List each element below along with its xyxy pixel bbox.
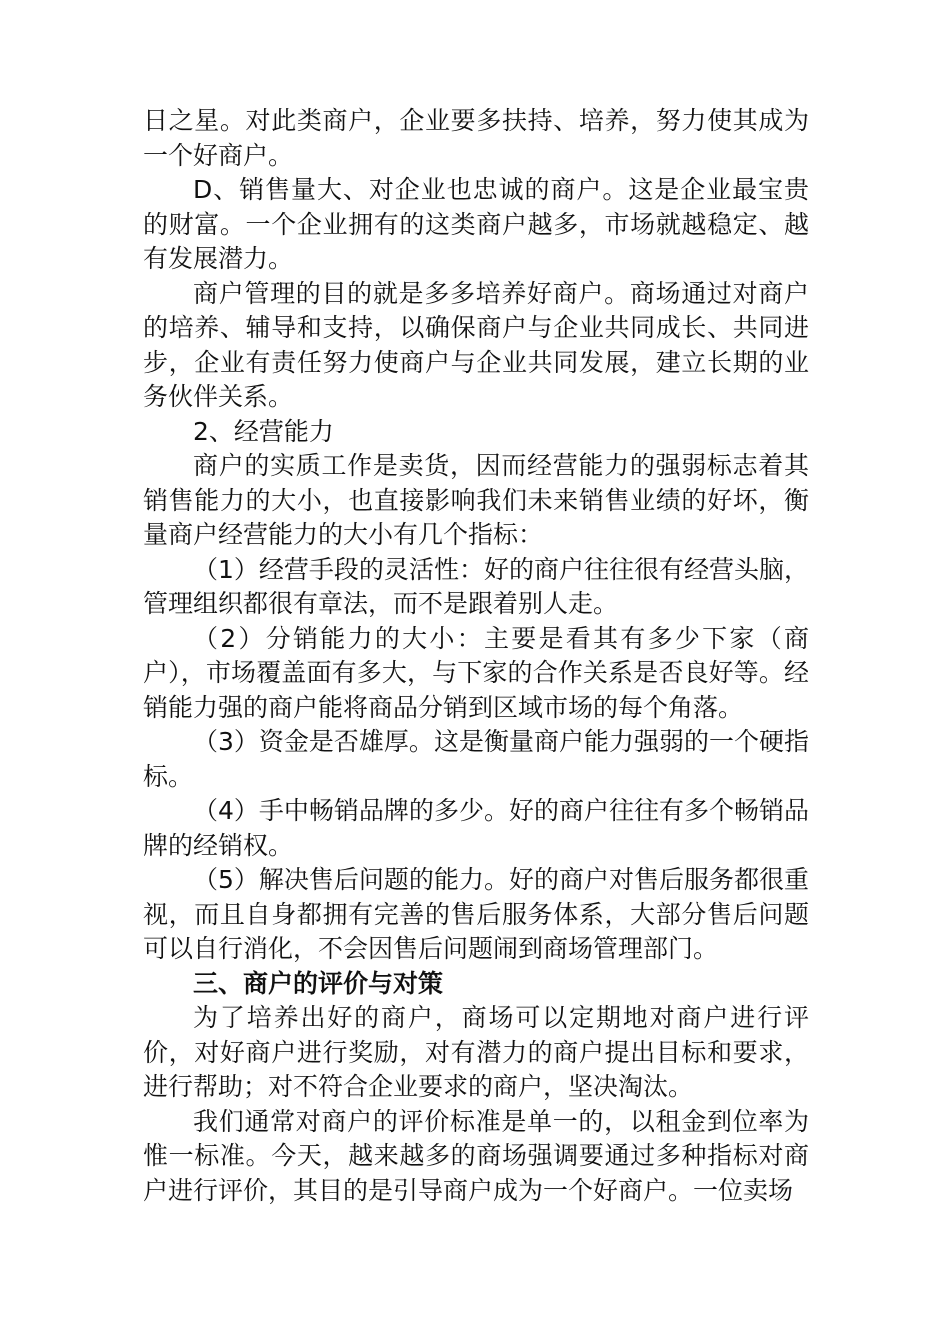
list-item-4: （4）手中畅销品牌的多少。好的商户往往有多个畅销品牌的经销权。: [143, 796, 809, 860]
paragraph-1: 日之星。对此类商户，企业要多扶持、培养，努力使其成为一个好商户。: [143, 106, 809, 170]
list-item-5: （5）解决售后问题的能力。好的商户对售后服务都很重视，而且自身都拥有完善的售后服务体系，大部分售后问题可以自行消化，不会因售后问题闹到商场管理部门。: [143, 865, 809, 963]
paragraph-3: 商户管理的目的就是多多培养好商户。商场通过对商户的培养、辅导和支持，以确保商户与企业共同成长、共同进步，企业有责任努力使商户与企业共同发展，建立长期的业务伙伴关系。: [143, 278, 809, 411]
paragraph-5: 商户的实质工作是卖货，因而经营能力的强弱标志着其销售能力的大小，也直接影响我们未来销售业绩的好坏，衡量商户经营能力的大小有几个指标：: [143, 451, 809, 549]
paragraph-12: 为了培养出好的商户，商场可以定期地对商户进行评价，对好商户进行奖励，对有潜力的商户提出目标和要求，进行帮助；对不符合企业要求的商户，坚决淘汰。: [143, 1003, 809, 1101]
paragraph-2: D、销售量大、对企业也忠诚的商户。这是企业最宝贵的财富。一个企业拥有的这类商户越多，市场就越稳定、越有发展潜力。: [143, 175, 809, 273]
section-heading-3: 三、商户的评价与对策: [193, 968, 444, 998]
list-item-2: （2）分销能力的大小：主要是看其有多少下家（商户），市场覆盖面有多大，与下家的合作关系是否良好等。经销能力强的商户能将商品分销到区域市场的每个角落。: [143, 623, 809, 722]
paragraph-13: 我们通常对商户的评价标准是单一的，以租金到位率为惟一标准。今天，越来越多的商场强调要通过多种指标对商户进行评价，其目的是引导商户成为一个好商户。一位卖场: [143, 1106, 809, 1205]
section-heading-2: 2、经营能力: [193, 416, 334, 446]
list-item-3: （3）资金是否雄厚。这是衡量商户能力强弱的一个硬指标。: [143, 727, 809, 791]
document-page: [143, 104, 809, 1208]
list-item-1: （1）经营手段的灵活性：好的商户往往很有经营头脑，管理组织都很有章法，而不是跟着别人走。: [143, 554, 809, 618]
